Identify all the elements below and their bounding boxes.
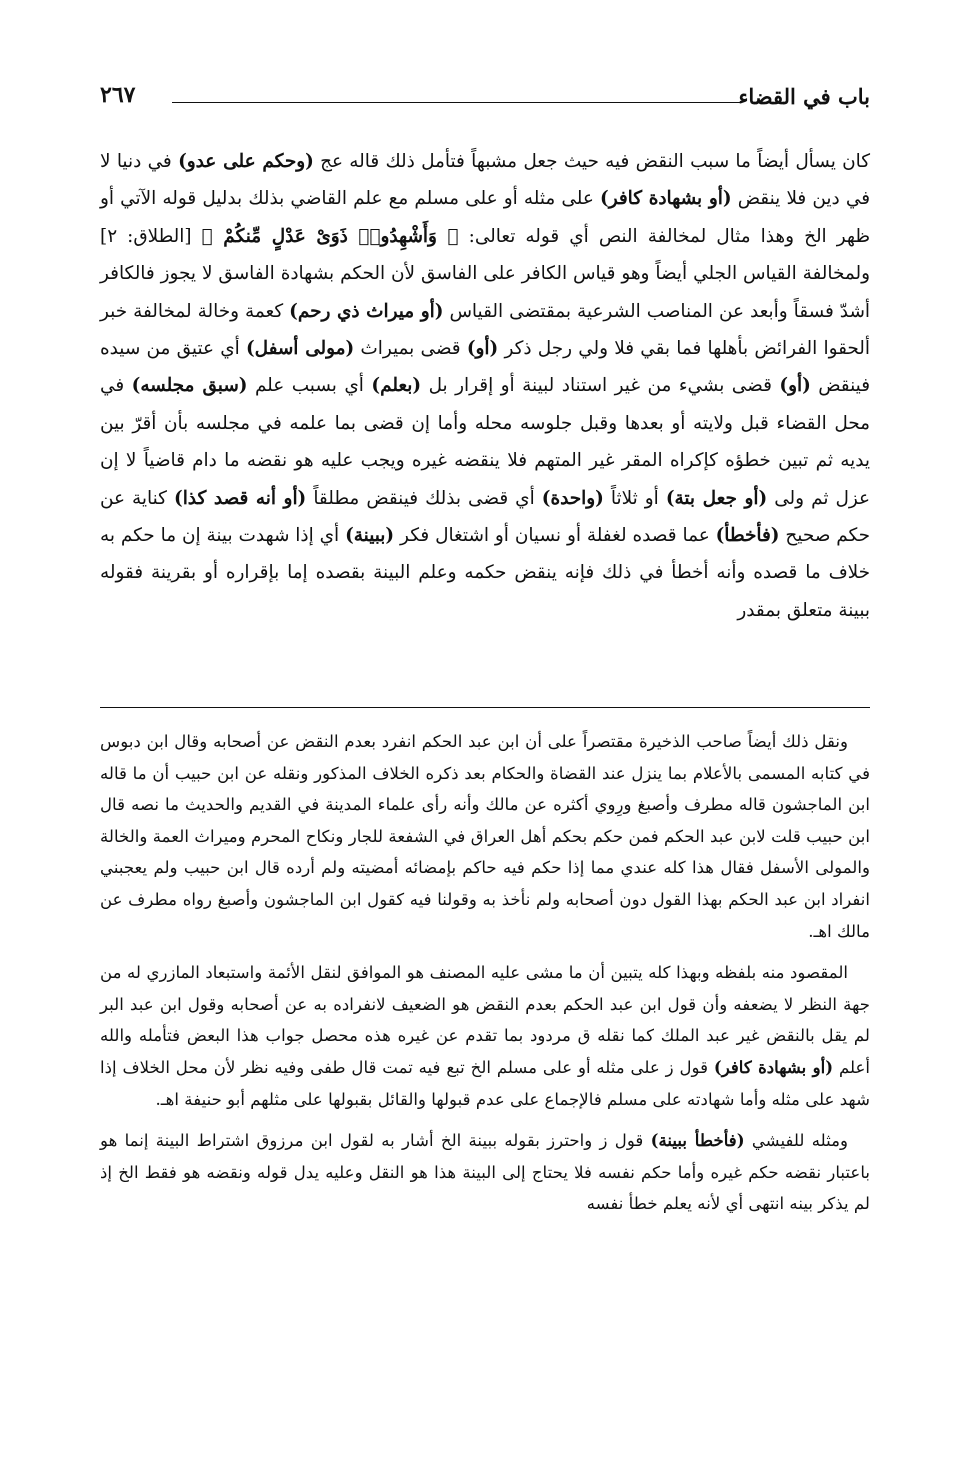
bold-phrase: (أو بشهادة كافر) — [600, 188, 732, 210]
main-text-run: في دنيا لا في دين فلا ينقض — [100, 151, 870, 210]
main-text-run: قضى بميراث — [354, 338, 467, 360]
main-text-run: أي قضى بذلك فينقض مطلقاً — [306, 487, 542, 509]
footnote-separator — [100, 707, 870, 708]
running-title: باب في القضاء — [738, 84, 870, 109]
main-text — [100, 143, 870, 629]
bold-phrase: (فأخطأ ببينة) — [650, 1130, 745, 1151]
bold-phrase: (أو ميراث ذي رحم) — [289, 300, 444, 322]
page-header — [100, 80, 870, 120]
bold-phrase: (أو أنه قصد كذا) — [174, 487, 307, 509]
main-text-run: عما قصده لغفلة أو نسيان أو اشتغال فكر — [394, 525, 716, 547]
footnote-text-run: ومثله للفيشي — [744, 1131, 848, 1151]
bold-phrase: (أو جعل بتة) — [665, 487, 768, 509]
main-text-run: أي بسبب علم — [247, 375, 372, 397]
footnotes — [100, 726, 870, 1220]
bold-phrase: (أو) — [779, 375, 811, 397]
header-rule — [172, 102, 742, 103]
footnote-paragraph — [100, 1125, 870, 1220]
main-text-run: أي عتيق من سيده فينقض — [100, 338, 870, 397]
main-text-run: في محل القضاء قبل ولايته أو بعدها وقبل جلوسه محله وأما إن قضى بما علمه في مجلسه بأن أقرّ بين يديه ثم تبين خطؤه كإكراه المقر غير المتهم فلا ينقضه غيره ويجب عليه هو نقضه ما دام قاضياً لا إن عزل ثم ولى — [100, 375, 870, 509]
bold-phrase: (مولى أسفل) — [245, 338, 355, 360]
quran-verse: ﴿ وَأَشْهِدُوا۟ ذَوَىْ عَدْلٍ مِّنكُمْ ﴾ — [201, 225, 459, 247]
bold-phrase: (وحكم على عدو) — [178, 151, 314, 172]
footnote-paragraph — [100, 957, 870, 1115]
bold-phrase: (بعلم) — [371, 375, 422, 397]
bold-phrase: (فأخطأ) — [715, 525, 780, 547]
bold-phrase: (أو) — [466, 338, 499, 360]
bold-phrase: (أو بشهادة كافر) — [713, 1056, 834, 1077]
main-text-run: كان يسأل أيضاً ما سبب النقض فيه حيث جعل مشبهاً فتأمل ذلك قاله عج — [313, 151, 870, 172]
main-text-run: كناية عن حكم صحيح — [100, 487, 870, 547]
main-text-run: أي إذا شهدت بينة إن ما حكم به خلاف ما قصده وأنه أخطأ في ذلك فإنه ينقض حكمه وعلم البينة بقصده إما بإقراره أو بقرينة فقوله ببينة متعلق بمقدر — [100, 525, 870, 621]
page-number: ٢٦٧ — [100, 82, 136, 108]
main-text-run: قضى بشيء من غير استناد لبينة أو إقرار بل — [421, 375, 780, 397]
bold-phrase: (سبق مجلسه) — [131, 375, 248, 397]
footnote-text-run: قول ز على مثله أو على مسلم الخ تبع فيه تمت قال طفى وفيه نظر لأن محل الخلاف إذا شهد على مثله وأما شهادته على مسلم فالإجماع على عدم قبولها والقائل بقبولها على مثلهم أبو حنيفة اهـ. — [100, 1057, 870, 1109]
footnote-text-run: قول ز واحترز بقوله ببينة الخ أشار به لقول ابن مرزوق اشتراط البينة إنما هو باعتبار نقضه حكم غيره وأما حكم نفسه فلا يحتاج إلى البينة هذا هو النقل وعليه يدل قوله ونقضه هو فقط الخ إذ لم يذكر بينه انتهى أي لأنه يعلم خطأ نفسه — [100, 1131, 870, 1214]
bold-phrase: (واحدة) — [541, 487, 604, 509]
main-text-run: على مثله أو على مسلم مع علم القاضي بذلك بدليل قوله الآتي أو ظهر الخ وهذا مثال لمخالفة النص أي قوله تعالى: — [100, 188, 870, 247]
main-paragraph — [100, 143, 870, 629]
bold-phrase: (ببينة) — [345, 525, 395, 547]
footnote-text-run: المقصود منه بلفظه وبهذا كله يتبين أن ما مشى عليه المصنف هو الموافق لنقل الأئمة واستبعاد المازري له من جهة النظر لا يضعفه وأن قول ابن عبد الحكم بعدم النقض هو الضعيف لانفراده به عن أصحابه وقول ابن عبد البر لم يقل بالنقض غير عبد الملك كما نقله ق مردود بما تقدم عن غيره هذه محصل جواب هذا البعض فتأمله والله أعلم — [100, 963, 870, 1077]
footnote-paragraph: ونقل ذلك أيضاً صاحب الذخيرة مقتصراً على أن ابن عبد الحكم انفرد بعدم النقض عن أصحابه وقال ابن دبوس في كتابه المسمى بالأعلام بما ينزل عند القضاة والحكام بعد ذكره الخلاف المذكور ونقله عن ابن حبيب أن ما قاله ابن الماجشون قاله مطرف وأصبغ ورِوي أكثره عن مالك وأنه رأى علماء المدينة في القديم والحديث ما نصه قال ابن حبيب قلت لابن عبد الحكم فمن حكم بحكم أهل العراق في الشفعة للجار ونكاح المحرم وميراث العمة والخالة والمولى الأسفل فقال هذا كله عندي مما إذا حكم فيه حاكم بإمضائه أمضيته ولم أرده قال ابن حبيب ولم يعجبني انفراد ابن عبد الحكم بهذا القول دون أصحابه ولم نأخذ به وقولنا فيه كقول ابن الماجشون وأصبغ رواه مطرف عن مالك اهـ. — [100, 732, 870, 941]
main-text-run: [الطلاق: ٢] ولمخالفة القياس الجلي أيضاً وهو قياس الكافر على الفاسق لأن الحكم بشهادة الفاسق لا يجوز فالكافر أشدّ فسقاً وأبعد عن المناصب الشرعية بمقتضى القياس — [100, 225, 870, 322]
main-text-run: أو ثلاثاً — [603, 487, 666, 509]
main-text-run: كعمة وخالة لمخالفة خبر ألحقوا الفرائض بأهلها فما بقي فلا ولي رجل ذكر — [100, 300, 870, 360]
